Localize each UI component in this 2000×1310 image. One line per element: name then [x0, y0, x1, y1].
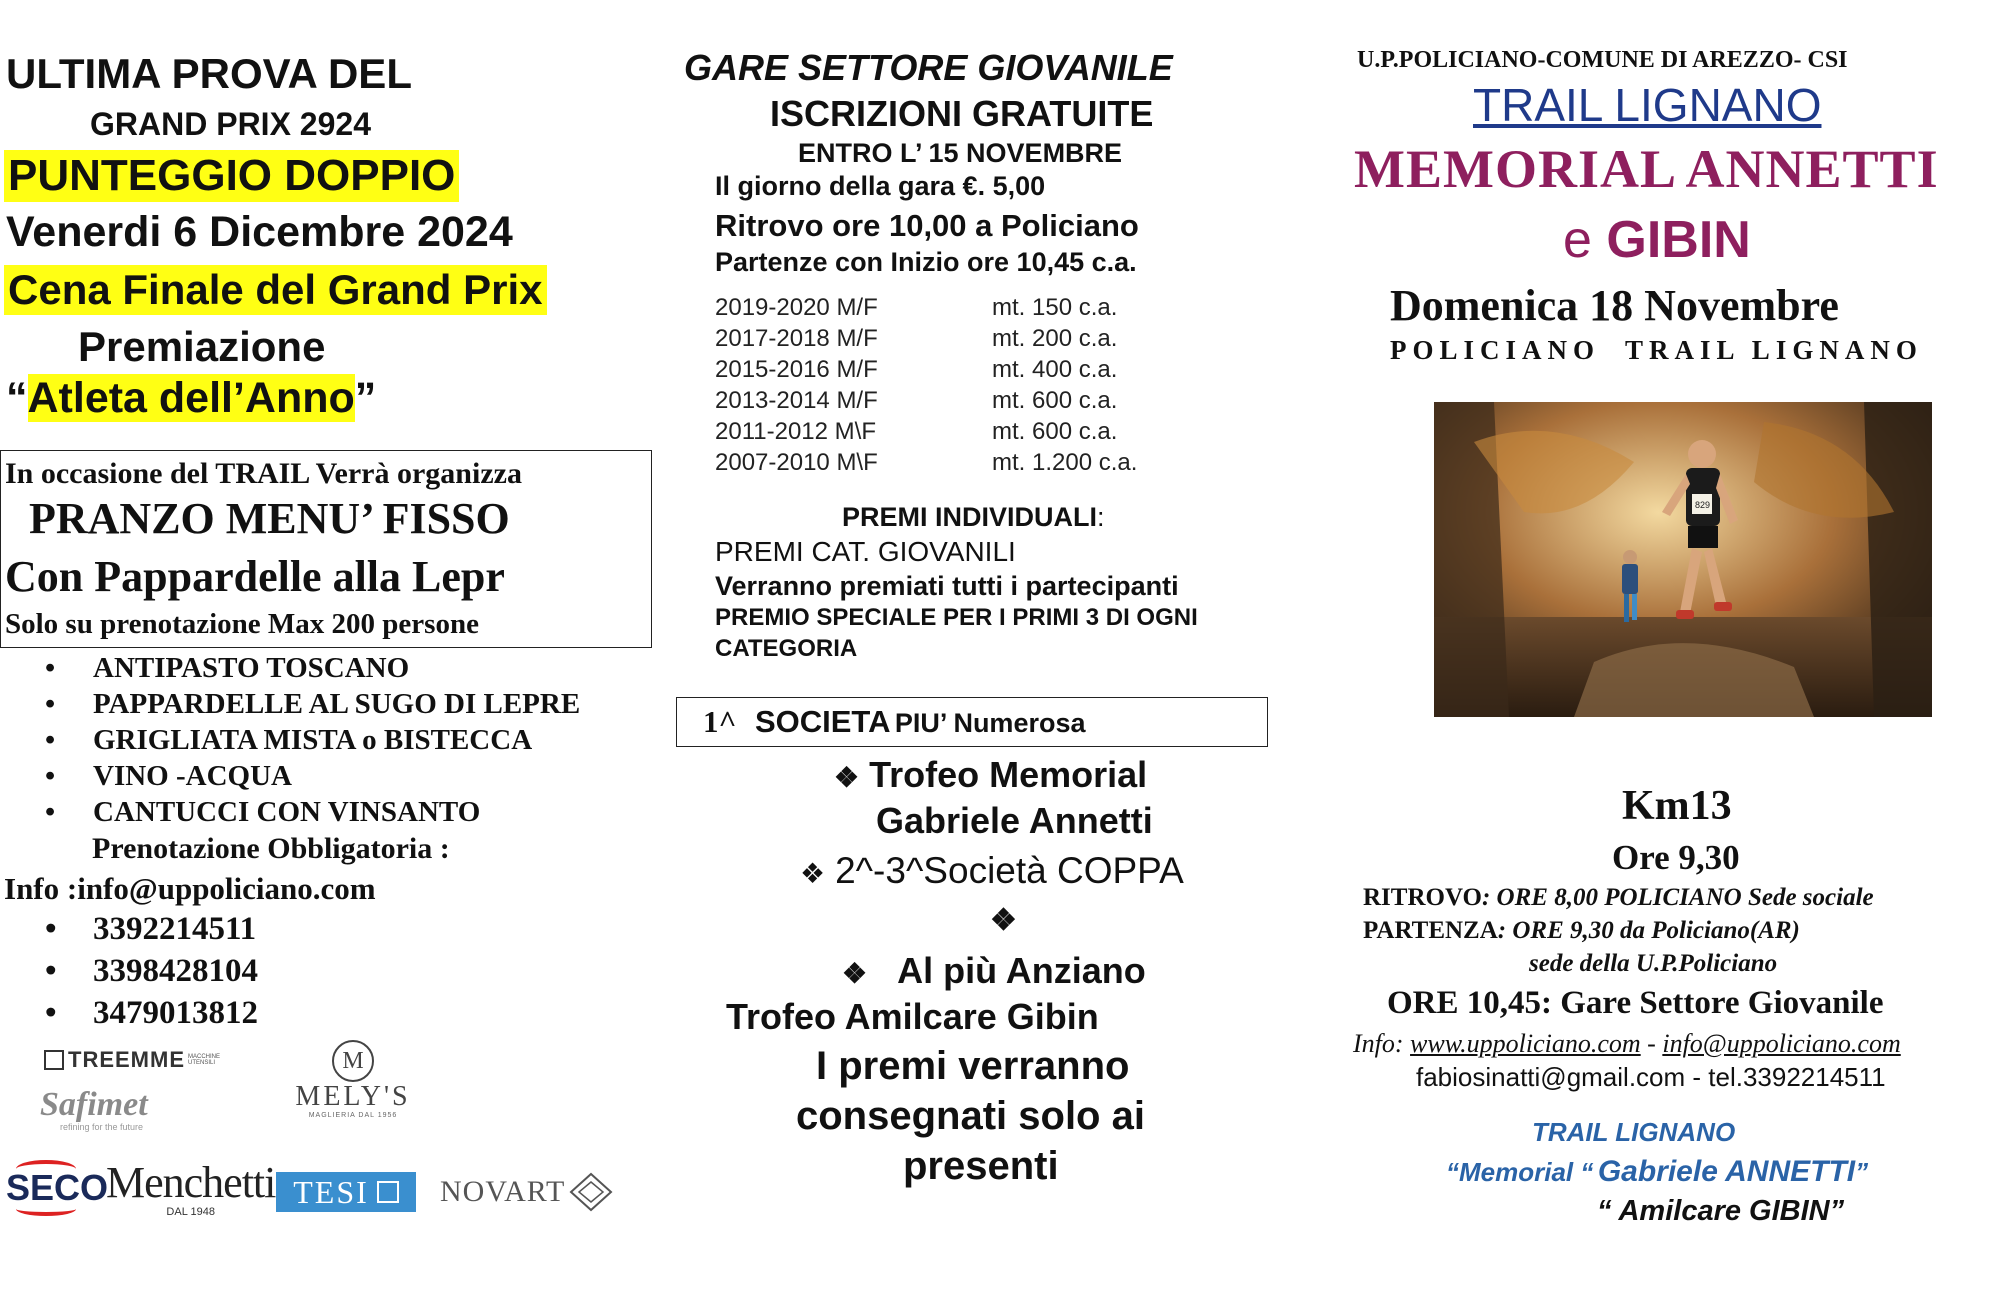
- header-line-2: GRAND PRIX 2924: [90, 106, 371, 142]
- footer-trail: TRAIL LIGNANO: [1532, 1117, 1736, 1147]
- premi-line-1: I premi verranno: [816, 1044, 1130, 1088]
- e-gibin: e GIBIN: [1563, 211, 1751, 269]
- sede-line: sede della U.P.Policiano: [1529, 950, 1778, 977]
- menu-item: • CANTUCCI CON VINSANTO: [45, 794, 580, 830]
- prenotazione: Prenotazione Obbligatoria :: [92, 832, 450, 865]
- partenza-line: PARTENZA: ORE 9,30 da Policiano(AR): [1363, 917, 1800, 944]
- tesi-logo: TESI: [276, 1172, 416, 1212]
- seco-logo: SECO: [6, 1160, 108, 1216]
- middle-title: GARE SETTORE GIOVANILE: [684, 47, 1173, 88]
- premi-individuali: PREMI INDIVIDUALI:: [842, 502, 1105, 532]
- photo-bib-number: 829: [1695, 500, 1711, 510]
- menu-item: • ANTIPASTO TOSCANO: [45, 650, 580, 686]
- pranzo-line-3: Con Pappardelle alla Lepr: [5, 552, 505, 601]
- trail-title: TRAIL LIGNANO: [1473, 79, 1822, 131]
- premio-speciale-2: CATEGORIA: [715, 635, 858, 662]
- giorno-gara: Il giorno della gara €. 5,00: [715, 171, 1046, 201]
- header-line-1: ULTIMA PROVA DEL: [6, 50, 412, 97]
- pranzo-box: [0, 450, 652, 648]
- melys-mark-icon: M: [332, 1040, 374, 1082]
- phone-number: • 3398428104: [45, 950, 258, 992]
- email-link[interactable]: info@uppoliciano.com: [1662, 1029, 1901, 1058]
- pranzo-line-4: Solo su prenotazione Max 200 persone: [5, 608, 479, 640]
- partenze: Partenze con Inizio ore 10,45 c.a.: [715, 247, 1137, 277]
- phone-number: • 3479013812: [45, 992, 258, 1034]
- website-link[interactable]: www.uppoliciano.com: [1410, 1029, 1641, 1058]
- info-email: Info :info@uppoliciano.com: [4, 871, 376, 906]
- diamond-bullet-icon: ❖: [834, 762, 860, 793]
- diamond-bullet-icon: ❖: [842, 958, 868, 989]
- treemme-logo: TREEMME MACCHINE UTENSILI: [44, 1045, 216, 1075]
- iscrizioni: ISCRIZIONI GRATUITE: [770, 93, 1154, 134]
- melys-logo: M MELY'S MAGLIERIA DAL 1956: [288, 1040, 418, 1119]
- menu-item: • GRIGLIATA MISTA o BISTECCA: [45, 722, 580, 758]
- trail-date: Domenica 18 Novembre: [1390, 281, 1839, 330]
- ritrovo-line: RITROVO: ORE 8,00 POLICIANO Sede sociale: [1363, 884, 1874, 911]
- trofeo-amilcare: Trofeo Amilcare Gibin: [726, 996, 1099, 1037]
- organizer: U.P.POLICIANO-COMUNE DI AREZZO- CSI: [1357, 47, 1848, 73]
- menu-item: • VINO -ACQUA: [45, 758, 580, 794]
- safimet-logo: Safimet refining for the future: [40, 1086, 148, 1132]
- diamond-bullet-icon: ❖: [800, 858, 826, 889]
- anziano: ❖ Al più Anziano: [842, 950, 1146, 991]
- quote-close: ”: [354, 374, 377, 422]
- trofeo-memorial: ❖ Trofeo Memorial: [834, 754, 1148, 795]
- menchetti-logo: Menchetti DAL 1948: [106, 1158, 276, 1218]
- menu-list: [45, 650, 580, 830]
- premio-speciale-1: PREMIO SPECIALE PER I PRIMI 3 DI OGNI: [715, 604, 1198, 631]
- phone-list: [45, 908, 258, 1034]
- distance-km: Km13: [1622, 783, 1732, 829]
- coppa: ❖ 2^-3^Società COPPA: [800, 850, 1184, 891]
- gare-giovanile-line: ORE 10,45: Gare Settore Giovanile: [1387, 985, 1884, 1021]
- novart-diamond-icon: [569, 1172, 613, 1212]
- start-time: Ore 9,30: [1612, 838, 1740, 877]
- novart-logo: NOVART: [440, 1172, 613, 1212]
- pranzo-line-2: PRANZO MENU’ FISSO: [29, 494, 510, 543]
- diamond-separator-icon: ❖: [990, 904, 1017, 937]
- premiati-tutti: Verranno premiati tutti i partecipanti: [715, 571, 1179, 601]
- entro: ENTRO L’ 15 NOVEMBRE: [798, 138, 1123, 168]
- footer-memorial: “Memorial “ Gabriele ANNETTI”: [1446, 1155, 1869, 1188]
- contact-line: fabiosinatti@gmail.com - tel.3392214511: [1416, 1062, 1886, 1092]
- societa-line: 1^ SOCIETA PIU’ Numerosa: [703, 704, 1086, 739]
- tesi-mark-icon: [377, 1181, 399, 1203]
- phone-number: • 3392214511: [45, 908, 258, 950]
- premi-line-2: consegnati solo ai: [796, 1094, 1145, 1138]
- memorial-title: MEMORIAL ANNETTI: [1354, 139, 1939, 199]
- quote-open: “: [6, 374, 28, 422]
- ritrovo-giovanile: Ritrovo ore 10,00 a Policiano: [715, 208, 1139, 243]
- cena-finale: Cena Finale del Grand Prix: [4, 265, 547, 315]
- trofeo-annetti: Gabriele Annetti: [876, 800, 1153, 841]
- trail-subtitle: POLICIANO TRAIL LIGNANO: [1390, 335, 1923, 365]
- premiazione: Premiazione: [78, 323, 326, 370]
- societa-box: [676, 697, 1268, 747]
- atleta-anno: [6, 374, 376, 423]
- punteggio-doppio: PUNTEGGIO DOPPIO: [4, 150, 459, 202]
- footer-amilcare: “ Amilcare GIBIN”: [1597, 1195, 1845, 1227]
- pranzo-line-1: In occasione del TRAIL Verrà organizza: [5, 457, 522, 490]
- premi-line-3: presenti: [903, 1144, 1059, 1188]
- menu-item: • PAPPARDELLE AL SUGO DI LEPRE: [45, 686, 580, 722]
- premi-cat-giovanili: PREMI CAT. GIOVANILI: [715, 536, 1016, 567]
- info-links: Info: www.uppoliciano.com - info@uppoliciano.com: [1353, 1029, 1901, 1058]
- atleta-label: Atleta dell’Anno: [27, 374, 355, 422]
- trail-runner-photo: [1434, 402, 1932, 717]
- event-date: Venerdi 6 Dicembre 2024: [6, 208, 513, 256]
- treemme-mark-icon: [44, 1050, 64, 1070]
